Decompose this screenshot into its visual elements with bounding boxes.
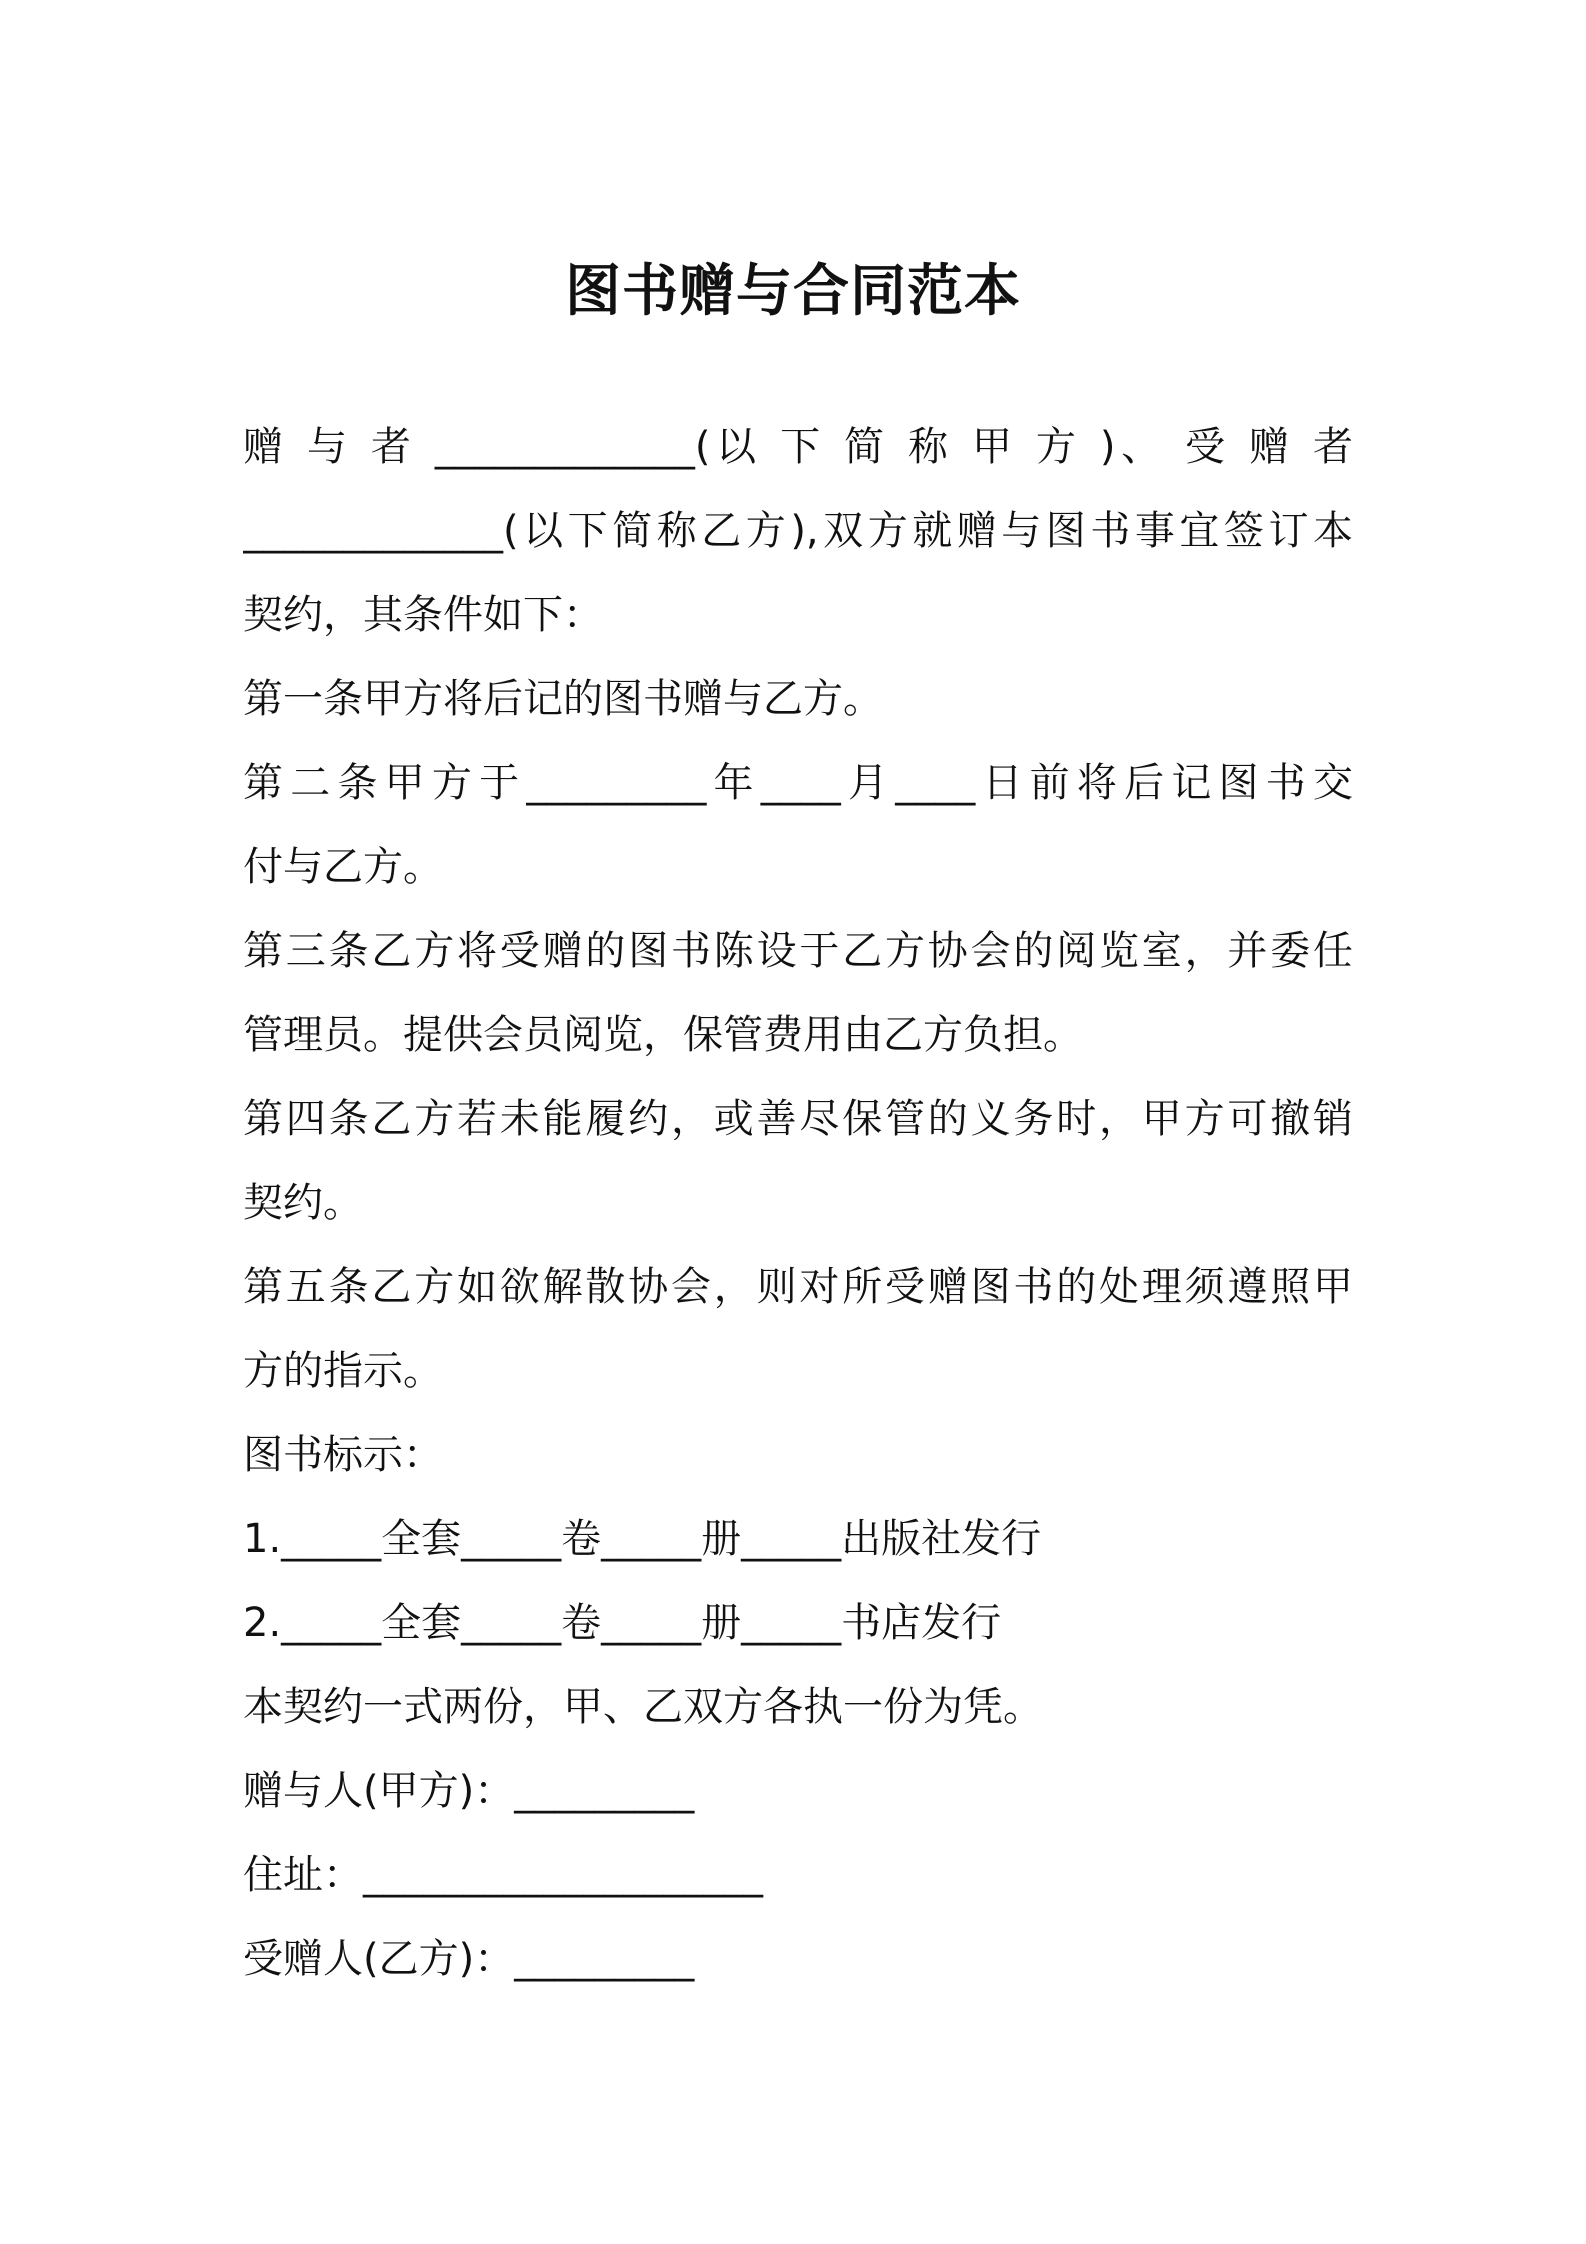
clause-5-line-1: 第五条乙方如欲解散协会，则对所受赠图书的处理须遵照甲 — [243, 1264, 1353, 1310]
intro-line-1: 赠 与 者 _____________(以 下 简 称 甲 方 )、 受 赠 者 — [243, 424, 1353, 470]
document-body — [243, 405, 1353, 2001]
book-item-1: 1._____全套_____卷_____册_____出版社发行 — [243, 1516, 1042, 1562]
clause-3-line-1: 第三条乙方将受赠的图书陈设于乙方协会的阅览室，并委任 — [243, 928, 1353, 974]
intro-line-3: 契约，其条件如下： — [243, 592, 603, 638]
address-field: 住址：____________________ — [243, 1852, 763, 1898]
book-item-2: 2._____全套_____卷_____册_____书店发行 — [243, 1600, 1002, 1646]
document-title: 图书赠与合同范本 — [565, 259, 1021, 324]
book-list-heading: 图书标示： — [243, 1432, 443, 1478]
clause-4-line-2: 契约。 — [243, 1180, 363, 1226]
intro-line-2: _____________(以下简称乙方),双方就赠与图书事宜签订本 — [243, 508, 1353, 554]
clause-2-line-1: 第二条甲方于_________年____月____日前将后记图书交 — [243, 760, 1353, 806]
clause-1: 第一条甲方将后记的图书赠与乙方。 — [243, 676, 883, 722]
recipient-signature-field: 受赠人(乙方)：_________ — [243, 1936, 695, 1982]
clause-4-line-1: 第四条乙方若未能履约，或善尽保管的义务时，甲方可撤销 — [243, 1096, 1353, 1142]
clause-2-line-2: 付与乙方。 — [243, 844, 443, 890]
clause-3-line-2: 管理员。提供会员阅览，保管费用由乙方负担。 — [243, 1012, 1083, 1058]
clause-5-line-2: 方的指示。 — [243, 1348, 443, 1394]
donor-signature-field: 赠与人(甲方)：_________ — [243, 1768, 695, 1814]
copies-statement: 本契约一式两份，甲、乙双方各执一份为凭。 — [243, 1684, 1043, 1730]
